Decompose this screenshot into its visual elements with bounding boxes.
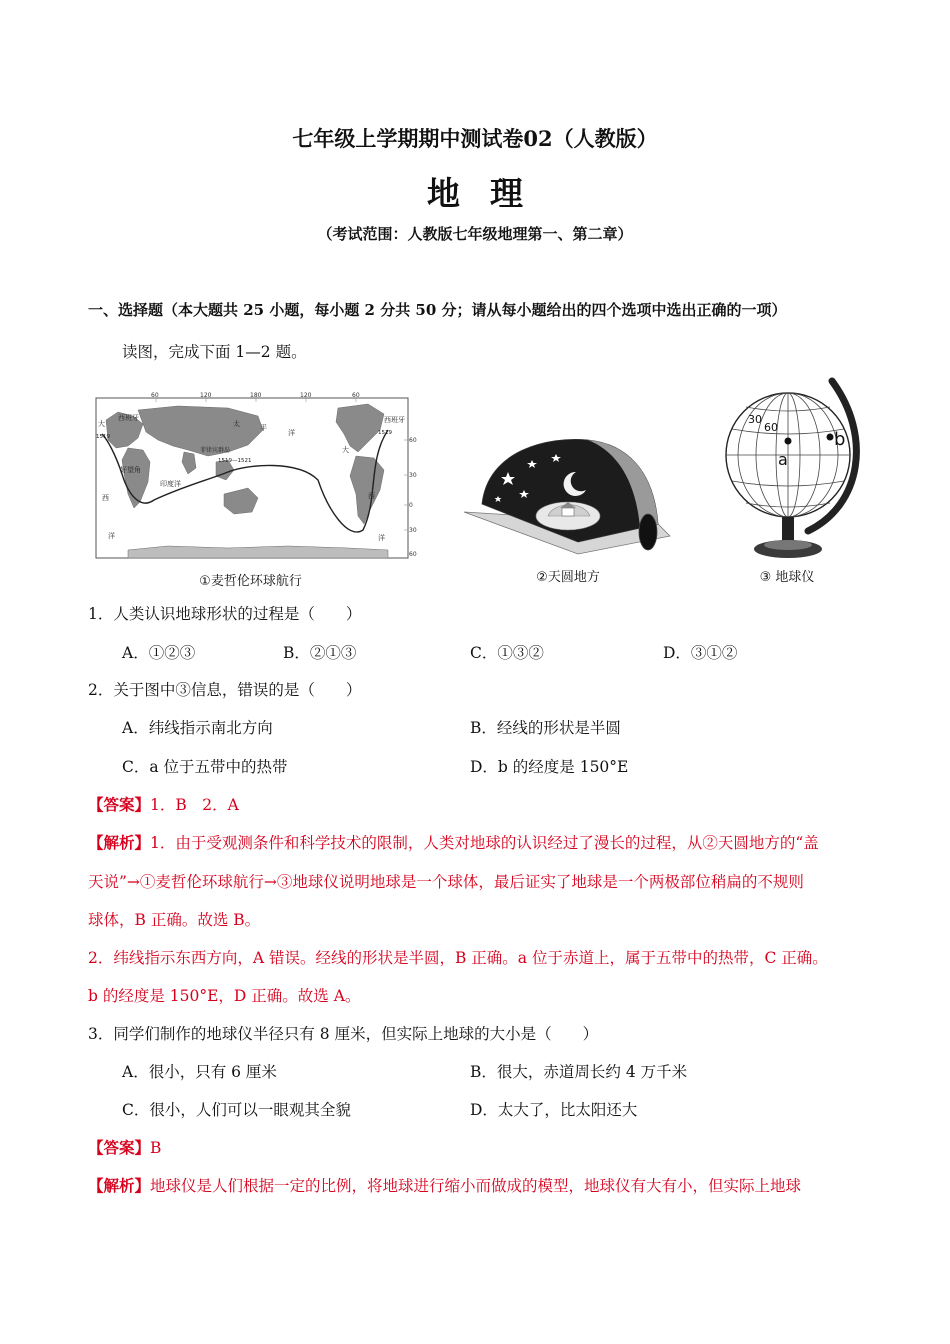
explanation-1-2-line2: 天说”→①麦哲伦环球航行→③地球仪说明地球是一个球体，最后证实了地球是一个两极部位稍扁的不规则 <box>88 873 804 891</box>
map-lon-label: 120 <box>200 392 212 399</box>
q1-option-b: B．②①③ <box>283 644 357 662</box>
map-lon-label: 120 <box>300 392 312 399</box>
map-lon-label: 60 <box>151 392 159 399</box>
exam-scope: （考试范围：人教版七年级地理第一、第二章） <box>317 225 633 243</box>
explanation-tag: 【解析】 <box>88 1176 151 1195</box>
map-lat-label: 0 <box>409 502 413 509</box>
q2-option-c: C．a 位于五带中的热带 <box>122 758 288 776</box>
q3-option-d: D．太大了，比太阳还大 <box>470 1101 638 1119</box>
map-label: 好望角 <box>120 466 141 474</box>
q1-option-d: D．③①② <box>663 644 738 662</box>
map-label: 洋 <box>378 534 385 542</box>
globe-caption: ③ 地球仪 <box>759 570 815 585</box>
map-label: 1519 <box>378 430 392 436</box>
magellan-map-figure <box>88 390 417 565</box>
reading-intro: 读图，完成下面 1—2 题。 <box>122 343 307 361</box>
globe-figure <box>712 375 862 570</box>
answer-tag: 【答案】 <box>88 795 151 814</box>
explanation-1-2-line5: b 的经度是 150°E，D 正确。故选 A。 <box>88 987 361 1005</box>
map-label: 西班牙 <box>118 414 139 422</box>
map-lat-label: 30 <box>409 472 417 479</box>
answer-text: B <box>150 1139 162 1157</box>
map-caption: ①麦哲伦环球航行 <box>199 574 302 589</box>
explanation-1-2-line3: 球体，B 正确。故选 B。 <box>88 911 261 929</box>
answer-1-2 <box>88 794 239 816</box>
map-label: 大 <box>98 420 105 428</box>
explanation-text: 1．由于受观测条件和科学技术的限制，人类对地球的认识经过了漫长的过程，从②天圆地方的“盖 <box>150 834 819 852</box>
q1-option-a: A．①②③ <box>122 644 196 662</box>
dome-illustration <box>458 432 678 562</box>
answer-3 <box>88 1137 161 1159</box>
dome-figure <box>458 432 678 562</box>
explanation-text: 地球仪是人们根据一定的比例，将地球进行缩小而做成的模型，地球仪有大有小，但实际上地球 <box>150 1177 802 1195</box>
map-label: 洋 <box>108 532 115 540</box>
explanation-3-line1 <box>88 1175 801 1197</box>
map-label: 太 <box>233 420 240 428</box>
map-label: 西 <box>102 494 109 502</box>
map-lon-label: 60 <box>352 392 360 399</box>
globe-point-a-label: a <box>778 450 788 469</box>
subject-title: 地理 <box>427 174 553 213</box>
map-label: 平 <box>260 424 267 432</box>
q2-option-b: B．经线的形状是半圆 <box>470 719 621 737</box>
question-1-stem: 1．人类认识地球形状的过程是（ ） <box>88 605 362 623</box>
map-label: 菲律宾群岛 <box>200 447 231 454</box>
map-lat-label: 60 <box>409 551 417 558</box>
globe-point-b-label: b <box>834 429 846 450</box>
question-3-stem: 3．同学们制作的地球仪半径只有 8 厘米，但实际上地球的大小是（ ） <box>88 1025 599 1043</box>
globe-lon-label: 60 <box>764 421 778 434</box>
q3-option-c: C．很小，人们可以一眼观其全貌 <box>122 1101 351 1119</box>
q3-option-b: B．很大，赤道周长约 4 万千米 <box>470 1063 688 1081</box>
explanation-tag: 【解析】 <box>88 833 151 852</box>
map-label: 大 <box>342 446 349 454</box>
magellan-map <box>88 390 417 565</box>
question-2-stem: 2．关于图中③信息，错误的是（ ） <box>88 681 362 699</box>
paper-title: 七年级上学期期中测试卷02（人教版） <box>292 126 658 151</box>
dome-caption: ②天圆地方 <box>536 570 600 585</box>
map-label: 洋 <box>288 429 295 437</box>
q2-option-d: D．b 的经度是 150°E <box>470 758 629 776</box>
map-label: 西 <box>368 492 375 500</box>
q1-option-c: C．①③② <box>470 644 544 662</box>
globe-lat-label: 30 <box>748 413 762 426</box>
map-lat-label: 30 <box>409 527 417 534</box>
explanation-1-2-line1 <box>88 832 819 854</box>
map-lat-label: 60 <box>409 437 417 444</box>
q3-option-a: A．很小，只有 6 厘米 <box>122 1063 277 1081</box>
map-label: 西班牙 <box>384 416 405 424</box>
section-heading: 一、选择题（本大题共 25 小题，每小题 2 分共 50 分；请从每小题给出的四个选项中选出正确的一项） <box>88 301 787 319</box>
answer-tag: 【答案】 <box>88 1138 151 1157</box>
map-label: 印度洋 <box>160 480 181 488</box>
map-label: 1519 <box>96 434 110 440</box>
map-label: 1519—1521 <box>218 458 252 464</box>
globe-illustration <box>712 375 862 570</box>
answer-text: 1．B 2．A <box>150 796 239 814</box>
q2-option-a: A．纬线指示南北方向 <box>122 719 273 737</box>
map-lon-label: 180 <box>250 392 262 399</box>
explanation-1-2-line4: 2．纬线指示东西方向，A 错误。经线的形状是半圆，B 正确。a 位于赤道上，属于五带中的热带，C 正确。 <box>88 949 828 967</box>
